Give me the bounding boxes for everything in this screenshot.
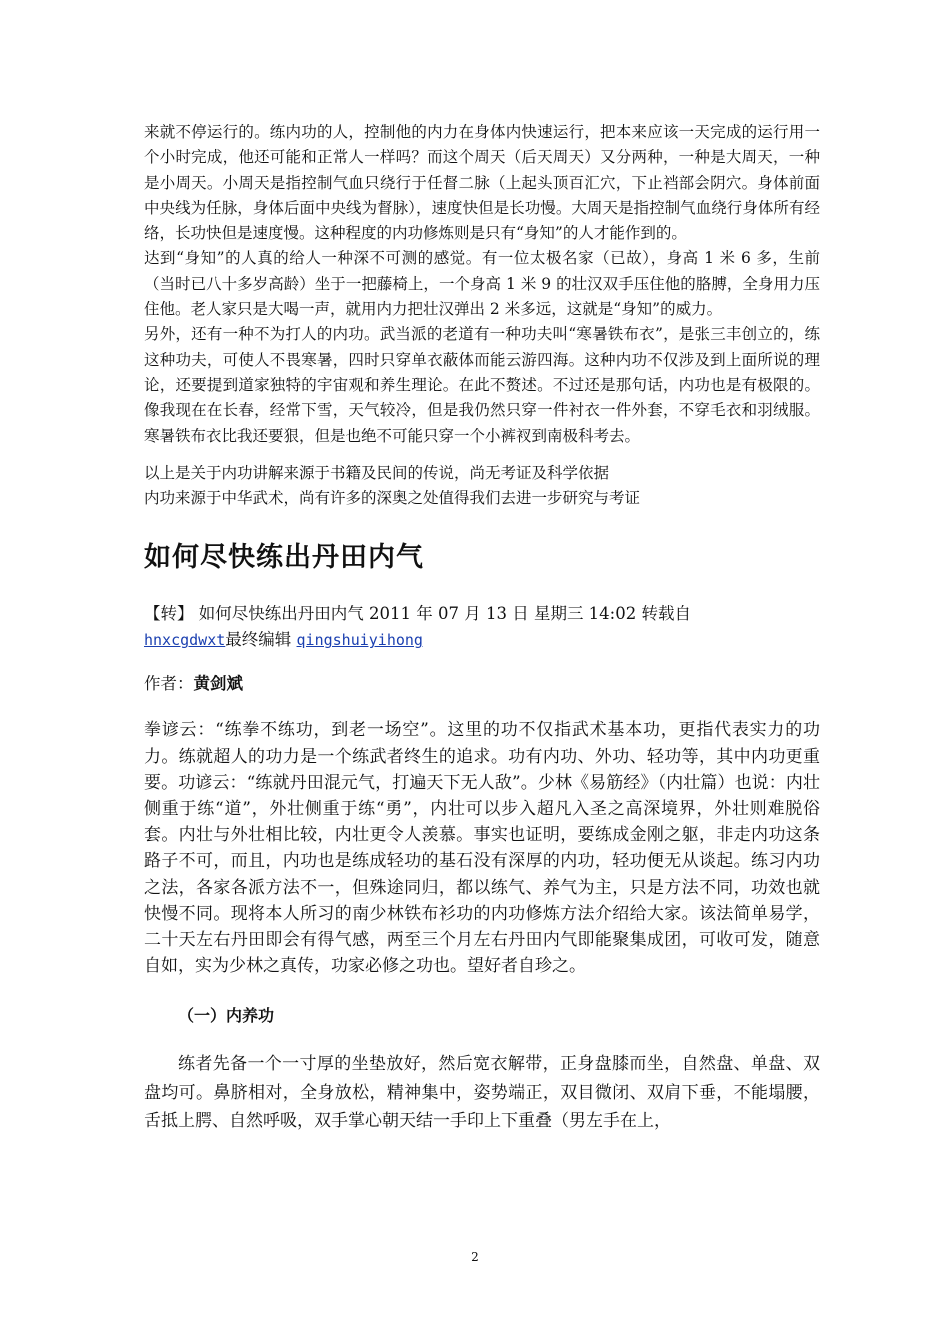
author-label: 作者： (144, 674, 194, 694)
intro-paragraph: 拳谚云：“练拳不练功，到老一场空”。这里的功不仅指武术基本功，更指代表实力的功力。练就超人的功力是一个练武者终生的追求。功有内功、外功、轻功等，其中内功更重要。功谚云：“练就丹田混元气，打遍天下无人敌”。少林《易筋经》（内壮篇）也说：内壮侧重于练“道”，外壮侧重于练“勇”，内壮可以步入超凡入圣之高深境界，外壮则难脱俗套。内壮与外壮相比较，内壮更令人羡慕。事实也证明，要练成金刚之躯，非走内功这条路子不可，而且，内功也是练成轻功的基石没有深厚的内功，轻功便无从谈起。练习内功之法，各家各派方法不一，但殊途同归，都以练气、养气为主，只是方法不同，功效也就快慢不同。现将本人所习的南少林铁布衫功的内功修炼方法介绍给大家。该法简单易学，二十天左右丹田即会有得气感，两至三个月左右丹田内气即能聚集成团，可收可发，随意自如，实为少林之真传，功家必修之功也。望好者自珍之。 (144, 720, 820, 977)
meta-middle: 最终编辑 (225, 630, 292, 650)
editor-user-link[interactable]: qingshuiyihong (296, 631, 423, 650)
section-heading: （一）内养功 (178, 1006, 275, 1026)
note-line: 以上是关于内功讲解来源于书籍及民间的传说，尚无考证及科学依据 (144, 463, 610, 482)
author-line (144, 671, 820, 697)
body-paragraph: 达到“身知”的人真的给人一种深不可测的感觉。有一位太极名家（已故），身高 1 米 6 多，生前（当时已八十多岁高龄）坐于一把藤椅上，一个身高 1 米 9 的壮汉双手压住他的胳膊，全身用力压住他。老人家只是大喝一声，就用内力把壮汉弹出 2 米多远，这就是“身知”的威力。 (144, 249, 820, 319)
author-name: 黄剑斌 (193, 674, 243, 694)
article-title: 如何尽快练出丹田内气 (144, 542, 424, 574)
section-paragraph: 练者先备一个一寸厚的坐垫放好，然后宽衣解带，正身盘膝而坐，自然盘、单盘、双盘均可。鼻脐相对，全身放松，精神集中，姿势端正，双目微闭、双肩下垂，不能塌腰，舌抵上腭、自然呼吸，双手掌心朝天结一手印上下重叠（男左手在上， (144, 1054, 820, 1132)
spacer (144, 449, 820, 461)
article-meta (144, 601, 820, 653)
meta-prefix: 【转】 如何尽快练出丹田内气 2011 年 07 月 13 日 星期三 14:02 转载自 (144, 604, 691, 624)
document-page (144, 120, 820, 1136)
body-paragraph: 来就不停运行的。练内功的人，控制他的内力在身体内快速运行，把本来应该一天完成的运行用一个小时完成，他还可能和正常人一样吗？而这个周天（后天周天）又分两种，一种是大周天，一种是小周天。小周天是指控制气血只绕行于任督二脉（上起头顶百汇穴，下止裆部会阴穴。身体前面中央线为任脉，身体后面中央线为督脉），速度快但是长功慢。大周天是指控制气血绕行身体所有经络，长功快但是速度慢。这种程度的内功修炼则是只有“身知”的人才能作到的。 (144, 123, 820, 243)
note-line: 内功来源于中华武术，尚有许多的深奥之处值得我们去进一步研究与考证 (144, 489, 641, 508)
page-number: 2 (471, 1250, 479, 1264)
source-user-link[interactable]: hnxcgdwxt (144, 631, 226, 650)
body-paragraph: 另外，还有一种不为打人的内功。武当派的老道有一种功夫叫“寒暑铁布衣”，是张三丰创立的，练这种功夫，可使人不畏寒暑，四时只穿单衣蔽体而能云游四海。这种内功不仅涉及到上面所说的理论，还要提到道家独特的宇宙观和养生理论。在此不赘述。不过还是那句话，内功也是有极限的。像我现在在长春，经常下雪，天气较冷，但是我仍然只穿一件衬衣一件外套，不穿毛衣和羽绒服。寒暑铁布衣比我还要狠，但是也绝不可能只穿一个小裤衩到南极科考去。 (144, 325, 820, 445)
